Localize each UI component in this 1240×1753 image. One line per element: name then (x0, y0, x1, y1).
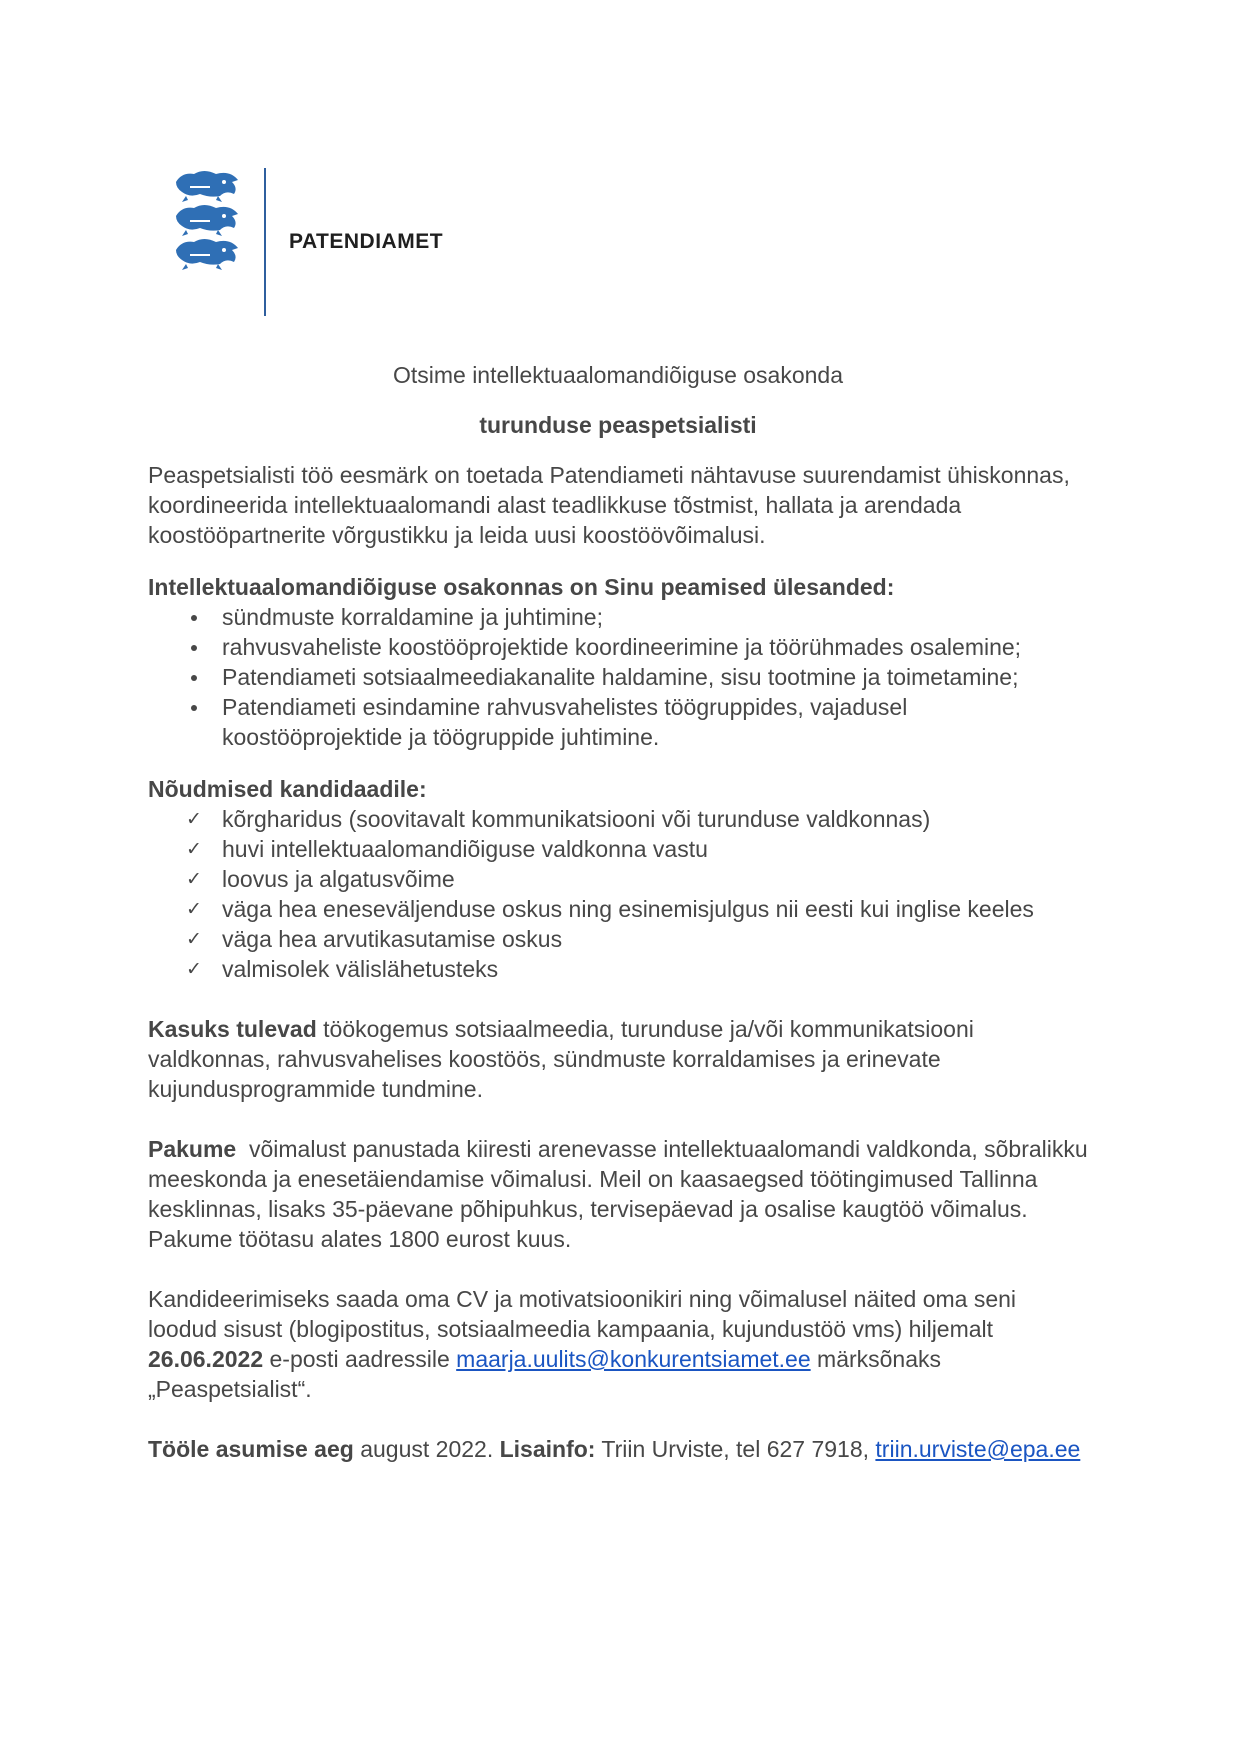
start-paragraph (148, 1434, 1088, 1464)
tasks-title: Intellektuaalomandiõiguse osakonnas on Sinu peamised ülesanded: (148, 574, 895, 600)
list-item: rahvusvaheliste koostööprojektide koordineerimine ja töörühmades osalemine; (148, 632, 1088, 662)
apply-text: märksõnaks „Peaspetsialist“. (148, 1346, 942, 1402)
checkmark-icon: ✓ (186, 838, 202, 860)
advantage-paragraph (148, 1014, 1088, 1104)
list-item (148, 894, 1088, 924)
start-date: august 2022. (353, 1436, 500, 1462)
list-item (148, 924, 1088, 954)
advantage-label: Kasuks tulevad (148, 1016, 317, 1042)
requirement-text: väga hea arvutikasutamise oskus (222, 926, 563, 952)
checkmark-icon: ✓ (186, 868, 202, 890)
list-item (148, 834, 1088, 864)
tasks-list (148, 602, 1088, 752)
requirement-text: väga hea eneseväljenduse oskus ning esinemisjulgus nii eesti kui inglise keeles (222, 896, 1034, 922)
offer-text: võimalust panustada kiiresti arenevasse intellektuaalomandi valdkonda, sõbralikku meeskonda ja enesetäiendamise võimalusi. Meil on kaasaegsed töötingimused Tallinna kesklinnas, lisaks 35-päevane põhipuhkus, tervisepäevad ja osalise kaugtöö võimalus. Pakume töötasu alates 1800 eurost kuus. (148, 1136, 1095, 1252)
requirement-text: kõrgharidus (soovitavalt kommunikatsiooni või turunduse valdkonnas) (222, 806, 931, 832)
apply-text: Kandideerimiseks saada oma CV ja motivatsioonikiri ning võimalusel näited oma seni loodud sisust (blogipostitus, sotsiaalmeedia kampaania, kujundustöö vms) hiljemalt (148, 1286, 1017, 1342)
list-item (148, 804, 1088, 834)
list-item: Patendiameti sotsiaalmeediakanalite haldamine, sisu tootmine ja toimetamine; (148, 662, 1088, 692)
apply-text: e-posti aadressile (263, 1346, 457, 1372)
checkmark-icon: ✓ (186, 898, 202, 920)
coat-of-arms-icon (168, 168, 248, 278)
list-item: Patendiameti esindamine rahvusvahelistes töögruppides, vajadusel koostööprojektide ja töögruppide juhtimine. (148, 692, 1088, 752)
requirement-text: valmisolek välislähetusteks (222, 956, 499, 982)
list-item: sündmuste korraldamine ja juhtimine; (148, 602, 1088, 632)
requirements-list (148, 804, 1088, 984)
list-item (148, 864, 1088, 894)
logo-name: PATENDIAMET (289, 230, 444, 253)
requirements-title: Nõudmised kandidaadile: (148, 776, 427, 802)
checkmark-icon: ✓ (186, 808, 202, 830)
checkmark-icon: ✓ (186, 958, 202, 980)
offer-paragraph (148, 1134, 1095, 1254)
checkmark-icon: ✓ (186, 928, 202, 950)
intro-paragraph: Peaspetsialisti töö eesmärk on toetada Patendiameti nähtavuse suurendamist ühiskonnas, koordineerida intellektuaalomandi alast teadlikkuse tõstmist, hallata ja arendada koostööpartnerite võrgustikku ja leida uusi koostöövõimalusi. (148, 462, 1070, 548)
info-text: Triin Urviste, tel 627 7918, (595, 1436, 876, 1462)
posting-subtitle: Otsime intellektuaalomandiõiguse osakonda (392, 362, 844, 388)
requirement-text: huvi intellektuaalomandiõiguse valdkonna vastu (222, 836, 708, 862)
start-label: Tööle asumise aeg (148, 1436, 354, 1462)
info-label: Lisainfo: (499, 1436, 596, 1462)
job-posting (148, 360, 1095, 1486)
patendiamet-logo (168, 168, 468, 318)
list-item (148, 954, 1088, 984)
contact-email-link[interactable]: triin.urviste@epa.ee (875, 1436, 1081, 1462)
requirement-text: loovus ja algatusvõime (222, 866, 455, 892)
application-email-link[interactable]: maarja.uulits@konkurentsiamet.ee (456, 1346, 811, 1372)
advantage-text: töökogemus sotsiaalmeedia, turunduse ja/või kommunikatsiooni valdkonnas, rahvusvahelises koostöös, sündmuste korraldamises ja erinevate kujundusprogrammide tundmine. (148, 1016, 974, 1102)
deadline-date: 26.06.2022 (148, 1346, 264, 1372)
apply-paragraph (148, 1284, 1088, 1404)
offer-label: Pakume (148, 1136, 237, 1162)
logo-divider (264, 168, 266, 316)
posting-title: turunduse peaspetsialisti (479, 412, 757, 438)
